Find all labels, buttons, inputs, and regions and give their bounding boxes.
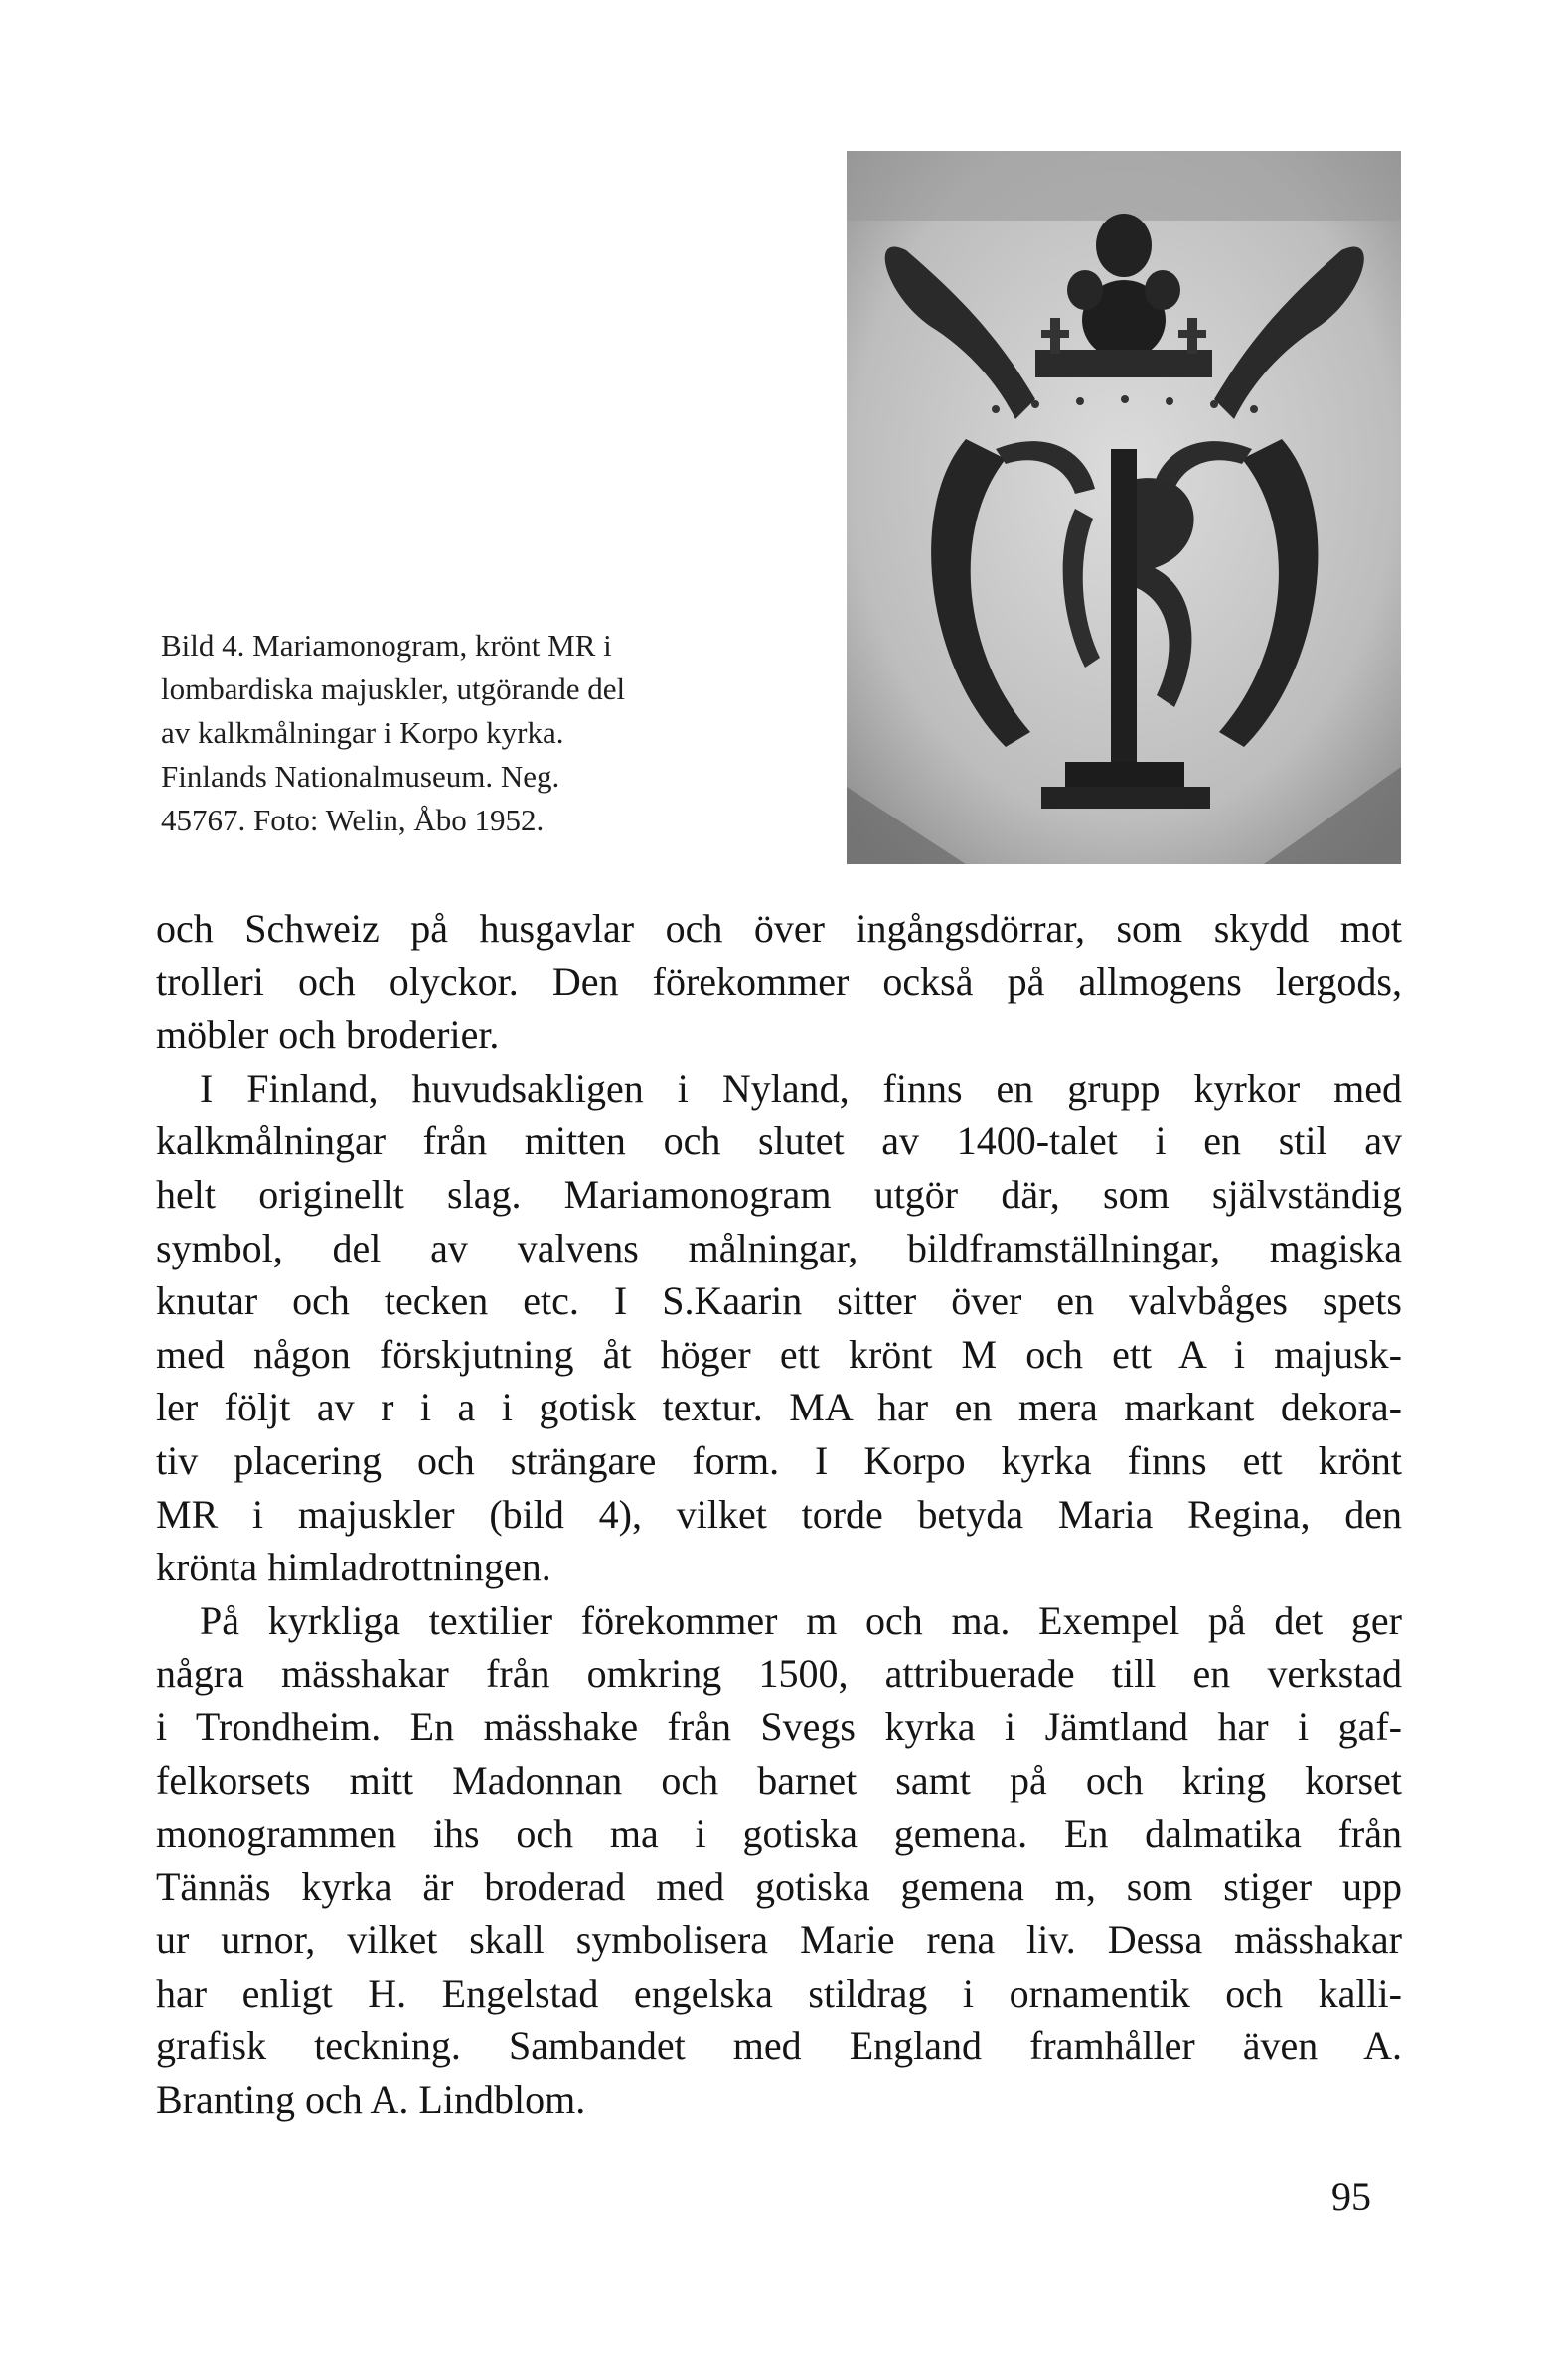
crowned-mr-monogram-image xyxy=(847,151,1401,864)
caption-line: 45767. Foto: Welin, Åbo 1952. xyxy=(161,803,545,837)
caption-line: lombardiska majuskler, utgörande del xyxy=(161,671,626,706)
text-line: med någon förskjutning åt höger ett krönt M och ett A i majusk- xyxy=(156,1331,1402,1377)
text-line: helt originellt slag. Mariamonogram utgör där, som självständig xyxy=(156,1171,1402,1217)
text-line: möbler och broderier. xyxy=(156,1012,500,1058)
text-line: krönta himladrottningen. xyxy=(156,1545,551,1590)
text-line: ler följt av r i a i gotisk textur. MA har en mera markant dekora- xyxy=(156,1385,1402,1430)
paragraph xyxy=(156,1594,1402,2127)
text-line: knutar och tecken etc. I S.Kaarin sitter över en valvbåges spets xyxy=(156,1278,1402,1324)
text-line: På kyrkliga textilier förekommer m och ma. Exempel på det ger xyxy=(200,1597,1402,1643)
text-line: monogrammen ihs och ma i gotiska gemena. En dalmatika från xyxy=(156,1811,1402,1857)
text-line: grafisk teckning. Sambandet med England framhåller även A. xyxy=(156,2023,1402,2069)
paragraph xyxy=(156,1062,1402,1594)
text-line: MR i majuskler (bild 4), vilket torde betyda Maria Regina, den xyxy=(156,1491,1402,1537)
text-line: I Finland, huvudsakligen i Nyland, finns en grupp kyrkor med xyxy=(200,1065,1402,1111)
text-line: några mässhakar från omkring 1500, attribuerade till en verkstad xyxy=(156,1651,1402,1697)
text-line: har enligt H. Engelstad engelska stildrag i ornamentik och kalli- xyxy=(156,1970,1402,2015)
caption-line: av kalkmålningar i Korpo kyrka. xyxy=(161,715,564,750)
monogram-photo xyxy=(847,151,1401,864)
text-line: ur urnor, vilket skall symbolisera Marie rena liv. Dessa mässhakar xyxy=(156,1917,1402,1963)
text-line: och Schweiz på husgavlar och över ingångsdörrar, som skydd mot xyxy=(156,906,1402,951)
text-line: symbol, del av valvens målningar, bildframställningar, magiska xyxy=(156,1225,1402,1270)
text-line: trolleri och olyckor. Den förekommer också på allmogens lergods, xyxy=(156,959,1402,1004)
figure-caption xyxy=(161,624,777,842)
caption-line: Finlands Nationalmuseum. Neg. xyxy=(161,759,560,794)
body-text xyxy=(156,902,1402,2127)
text-line: Tännäs kyrka är broderad med gotiska gemena m, som stiger upp xyxy=(156,1863,1402,1909)
page-number: 95 xyxy=(1331,2174,1371,2219)
text-line: i Trondheim. En mässhake från Svegs kyrka i Jämtland har i gaf- xyxy=(156,1704,1402,1749)
text-line: tiv placering och strängare form. I Korpo kyrka finns ett krönt xyxy=(156,1437,1402,1483)
paragraph xyxy=(156,902,1402,1062)
text-line: felkorsets mitt Madonnan och barnet samt på och kring korset xyxy=(156,1757,1402,1803)
caption-line: Bild 4. Mariamonogram, krönt MR i xyxy=(161,628,612,663)
text-line: kalkmålningar från mitten och slutet av 1400-talet i en stil av xyxy=(156,1118,1402,1164)
text-line: Branting och A. Lindblom. xyxy=(156,2077,586,2123)
